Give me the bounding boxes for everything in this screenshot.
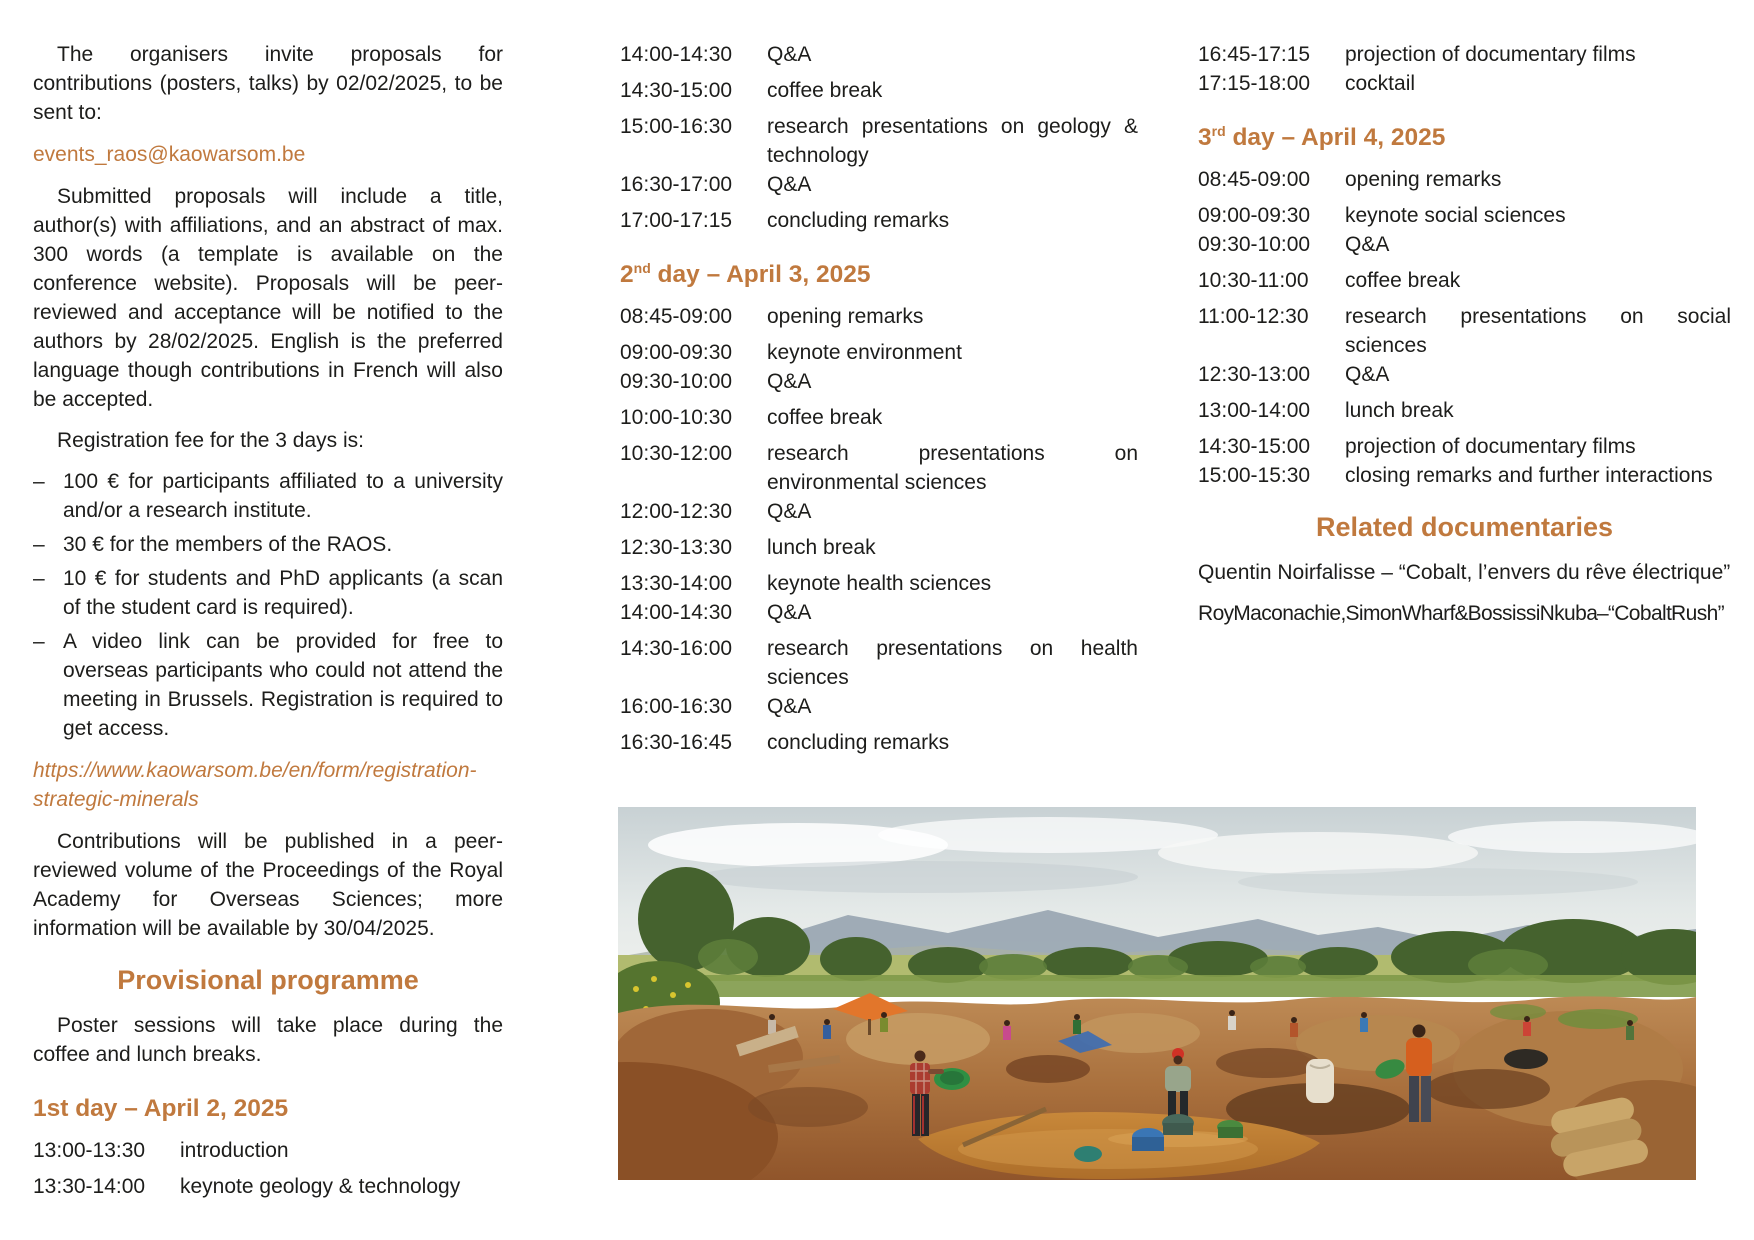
schedule-description: keynote geology & technology [180,1175,461,1198]
schedule-row [620,497,1138,526]
fee-item [33,467,503,525]
schedule-time: 10:30-11:00 [1198,269,1309,292]
fee-item-text: A video link can be provided for free to overseas participants who could not attend the meeting in Brussels. Registration is required to get access. [63,630,503,740]
provisional-programme-heading: Provisional programme [117,965,419,995]
schedule-description: research presentations on environmental sciences [767,442,1138,494]
schedule-row [620,170,1138,199]
schedule-time: 14:30-16:00 [620,637,733,660]
schedule-row [1198,396,1731,425]
dash-bullet: – [33,630,45,653]
schedule-description: closing remarks and further interactions [1345,464,1713,487]
schedule-row [620,692,1138,721]
schedule-time: 16:00-16:30 [620,695,733,718]
mining-site-photo-illustration [618,807,1696,1180]
proposals-paragraph: Submitted proposals will include a title, author(s) with affiliations, and an abstract of max. 300 words (a template is available on the conference website). Proposals will be peer-reviewed and acceptance will be notified to the authors by 28/02/2025. English is the preferred language though contributions in French will also be accepted. [33,185,503,411]
schedule-row [1198,461,1731,490]
dash-bullet: – [33,470,45,493]
day2-ordinal: nd [633,259,651,276]
schedule-time: 09:30-10:00 [620,370,733,393]
schedule-description: projection of documentary films [1345,43,1636,66]
schedule-description: cocktail [1345,72,1416,95]
left-column [33,40,503,1201]
schedule-row [620,206,1138,235]
schedule-description: research presentations on social sciences [1345,305,1731,357]
registration-fee-line: Registration fee for the 3 days is: [57,429,364,452]
schedule-time: 12:30-13:30 [620,536,733,559]
schedule-row [1198,432,1731,461]
schedule-time: 08:45-09:00 [620,305,733,328]
right-column [1198,40,1731,640]
schedule-description: projection of documentary films [1345,435,1636,458]
fee-list [33,467,503,743]
schedule-time: 09:30-10:00 [1198,233,1311,256]
fee-item-text: 30 € for the members of the RAOS. [63,533,393,556]
schedule-description: Q&A [767,173,812,196]
schedule-description: coffee break [767,406,883,429]
schedule-time: 15:00-16:30 [620,115,733,138]
schedule-row [1198,69,1731,98]
schedule-description: concluding remarks [767,731,950,754]
schedule-time: 16:30-17:00 [620,173,733,196]
schedule-description: lunch break [767,536,876,559]
schedule-description: Q&A [767,43,812,66]
schedule-time: 15:00-15:30 [1198,464,1311,487]
schedule-time: 17:15-18:00 [1198,72,1311,95]
schedule-time: 12:30-13:00 [1198,363,1311,386]
schedule-row [33,1172,503,1201]
day2-heading [620,261,1138,289]
schedule-row [1198,302,1731,360]
schedule-row [33,1136,503,1165]
schedule-row [1198,266,1731,295]
schedule-row [620,533,1138,562]
day3-ordinal: rd [1211,122,1226,139]
documentary-entry: Roy Maconachie, Simon Wharf & Bossissi Nkuba – “Cobalt Rush” [1198,602,1725,625]
poster-sessions-note: Poster sessions will take place during the coffee and lunch breaks. [33,1014,503,1066]
day3-number: 3 [1198,124,1212,151]
day1-schedule-start [33,1136,503,1201]
schedule-time: 14:30-15:00 [1198,435,1311,458]
schedule-description: keynote social sciences [1345,204,1566,227]
dash-bullet: – [33,533,45,556]
schedule-row [620,728,1138,757]
day1-heading: 1st day – April 2, 2025 [33,1095,289,1122]
day2-number: 2 [620,261,634,288]
schedule-description: Q&A [767,601,812,624]
related-documentaries-heading: Related documentaries [1315,512,1614,542]
registration-link-block [33,756,503,814]
fee-item-text: 100 € for participants affiliated to a university and/or a research institute. [63,470,503,522]
schedule-description: lunch break [1345,399,1454,422]
day3-heading [1198,124,1731,152]
fee-item [33,627,503,743]
day2-schedule-continued [1198,40,1731,98]
schedule-time: 13:30-14:00 [33,1175,146,1198]
schedule-description: keynote environment [767,341,962,364]
schedule-row [620,403,1138,432]
schedule-time: 08:45-09:00 [1198,168,1311,191]
schedule-row [620,439,1138,497]
schedule-time: 12:00-12:30 [620,500,733,523]
schedule-description: keynote health sciences [767,572,992,595]
email-link[interactable]: events_raos@kaowarsom.be [33,143,306,166]
schedule-row [620,40,1138,69]
schedule-description: Q&A [767,500,812,523]
day2-title-rest: day – April 3, 2025 [650,261,871,288]
schedule-row [620,76,1138,105]
schedule-time: 13:00-13:30 [33,1139,146,1162]
documentary-entry: Quentin Noirfalisse – “Cobalt, l’envers du rêve électrique” [1198,561,1731,584]
schedule-description: opening remarks [767,305,924,328]
schedule-row [1198,360,1731,389]
schedule-time: 17:00-17:15 [620,209,733,232]
schedule-time: 09:00-09:30 [1198,204,1311,227]
middle-column [620,40,1138,757]
email-link-block [33,140,503,169]
day2-schedule [620,302,1138,757]
schedule-description: research presentations on geology & technology [767,115,1138,167]
schedule-time: 10:30-12:00 [620,442,733,465]
schedule-time: 14:30-15:00 [620,79,733,102]
schedule-description: Q&A [767,695,812,718]
dash-bullet: – [33,567,45,590]
schedule-description: Q&A [1345,363,1390,386]
schedule-description: Q&A [767,370,812,393]
day1-schedule-continued [620,40,1138,235]
fee-item [33,530,503,559]
schedule-time: 09:00-09:30 [620,341,733,364]
schedule-row [620,367,1138,396]
schedule-row [1198,165,1731,194]
schedule-time: 14:00-14:30 [620,601,733,624]
fee-item [33,564,503,622]
schedule-description: opening remarks [1345,168,1502,191]
schedule-row [620,634,1138,692]
schedule-row [620,338,1138,367]
mining-site-photo [618,807,1696,1180]
schedule-time: 10:00-10:30 [620,406,733,429]
schedule-description: introduction [180,1139,289,1162]
registration-link[interactable]: https://www.kaowarsom.be/en/form/registration-strategic-minerals [33,759,477,811]
schedule-time: 13:00-14:00 [1198,399,1311,422]
schedule-row [1198,201,1731,230]
schedule-row [1198,230,1731,259]
intro-paragraph: The organisers invite proposals for contributions (posters, talks) by 02/02/2025, to be sent to: [33,43,503,124]
schedule-time: 11:00-12:30 [1198,305,1309,328]
fee-item-text: 10 € for students and PhD applicants (a scan of the student card is required). [63,567,503,619]
schedule-time: 16:45-17:15 [1198,43,1311,66]
schedule-row [1198,40,1731,69]
schedule-description: research presentations on health sciences [767,637,1138,689]
schedule-time: 13:30-14:00 [620,572,733,595]
schedule-row [620,598,1138,627]
schedule-row [620,302,1138,331]
schedule-row [620,569,1138,598]
schedule-description: concluding remarks [767,209,950,232]
schedule-row [620,112,1138,170]
schedule-time: 14:00-14:30 [620,43,733,66]
proceedings-paragraph: Contributions will be published in a peer-reviewed volume of the Proceedings of the Royal Academy for Overseas Sciences; more information will be available by 30/04/2025. [33,830,503,940]
schedule-description: coffee break [767,79,883,102]
schedule-description: Q&A [1345,233,1390,256]
day3-schedule [1198,165,1731,490]
day3-title-rest: day – April 4, 2025 [1225,124,1446,151]
schedule-description: coffee break [1345,269,1461,292]
schedule-time: 16:30-16:45 [620,731,733,754]
